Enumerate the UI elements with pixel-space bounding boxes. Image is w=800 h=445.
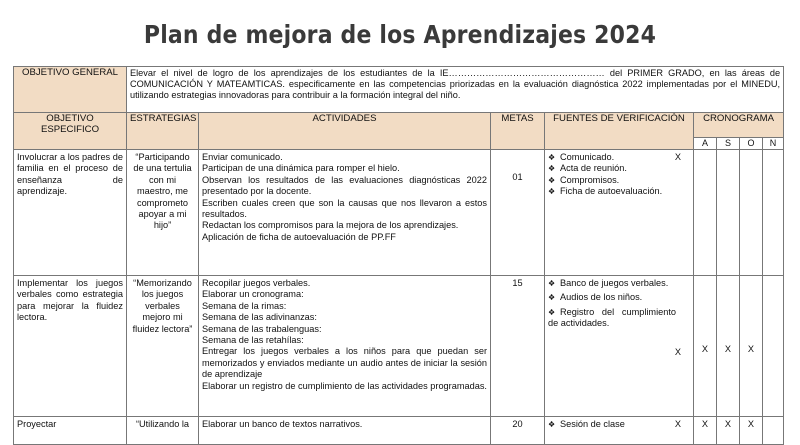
fuente-item: ❖ Acta de reunión. bbox=[548, 163, 627, 174]
header-metas: METAS bbox=[491, 113, 545, 150]
general-text: Elevar el nivel de logro de los aprendizajes de los estudiantes de la IE…………………………………………… del PRIMER GRADO, en las áreas de COMUNICACIÓN Y MATEAMTICAS. especificamente en las competencias priorizadas en la evaluación diagnóstica 2022 implementadas por el MINEDU, utilizando estrategias innovadoras para contribuir a la formación integral del niño. bbox=[127, 67, 784, 113]
header-cronograma: CRONOGRAMA bbox=[694, 113, 784, 138]
meta-cell: 20 bbox=[491, 417, 545, 445]
diamond-bullet-icon: ❖ bbox=[548, 164, 556, 174]
diamond-bullet-icon: ❖ bbox=[548, 187, 556, 197]
crono-inline-mark: X bbox=[674, 419, 681, 429]
header-estrategias: ESTRATEGIAS bbox=[127, 113, 199, 150]
plan-table bbox=[13, 66, 784, 445]
fuente-item: ❖ Comunicado. X bbox=[548, 152, 681, 162]
actividades-cell bbox=[199, 417, 491, 445]
fuente-item: ❖ Sesión de clase X bbox=[548, 419, 681, 429]
estrategia-cell: “Participando de una tertulia con mi maestro, me comprometo apoyar a mi hijo” bbox=[127, 150, 199, 276]
meta-cell: 15 bbox=[491, 276, 545, 417]
crono-cell bbox=[717, 150, 740, 276]
actividad-item: Entregar los juegos verbales a los niños para que puedan ser memorizados y enviados mediante un audio antes de iniciar la sesión de aprendizaje bbox=[202, 346, 487, 380]
crono-cell: X bbox=[694, 417, 717, 445]
actividad-item: Redactan los compromisos para la mejora de los aprendizajes. bbox=[202, 220, 459, 231]
crono-cell bbox=[763, 276, 784, 417]
actividades-cell bbox=[199, 150, 491, 276]
month-a: A bbox=[694, 138, 717, 150]
table-row bbox=[14, 150, 784, 276]
diamond-bullet-icon: ❖ bbox=[548, 153, 556, 162]
month-n: N bbox=[763, 138, 784, 150]
objetivo-cell: Implementar los juegos verbales como estrategia para mejorar la fluidez lectora. bbox=[14, 276, 127, 417]
crono-inline-mark: X bbox=[674, 152, 681, 162]
diamond-bullet-icon: ❖ bbox=[548, 293, 556, 303]
meta-cell: 01 bbox=[491, 150, 545, 276]
actividad-item: Semana de las adivinanzas: bbox=[202, 312, 317, 323]
fuente-item: ❖ Compromisos. bbox=[548, 174, 620, 185]
fuentes-cell bbox=[545, 417, 694, 445]
fuente-item: ❖ Ficha de autoevaluación. bbox=[548, 186, 663, 197]
actividad-item: Escriben cuales creen que son la causas que nos llevaron a estos resultados. bbox=[202, 197, 487, 220]
crono-cell bbox=[740, 150, 763, 276]
header-row bbox=[14, 113, 784, 138]
crono-cell: X bbox=[717, 417, 740, 445]
diamond-bullet-icon: ❖ bbox=[548, 279, 556, 288]
page-title: Plan de mejora de los Aprendizajes 2024 bbox=[143, 20, 657, 49]
actividad-item: Observan los resultados de las evaluaciones diagnósticas 2022 presentado por la docente. bbox=[202, 174, 487, 197]
header-actividades: ACTIVIDADES bbox=[199, 113, 491, 150]
fuentes-cell bbox=[545, 276, 694, 417]
diamond-bullet-icon: ❖ bbox=[548, 307, 556, 317]
actividad-item: Semana de las retahílas: bbox=[202, 335, 304, 346]
objetivo-cell: Proyectar bbox=[14, 417, 127, 445]
actividad-item: Elaborar un registro de cumplimiento de las actividades programadas. bbox=[202, 380, 487, 391]
actividad-item: Enviar comunicado. bbox=[202, 152, 283, 162]
crono-cell: X bbox=[740, 276, 763, 417]
actividad-item: Elaborar un banco de textos narrativos. bbox=[202, 419, 363, 429]
table-row bbox=[14, 417, 784, 445]
table-row bbox=[14, 276, 784, 417]
estrategia-cell: “Memorizando los juegos verbales mejoro mi fluidez lectora” bbox=[127, 276, 199, 417]
actividad-item: Semana de la rimas: bbox=[202, 300, 287, 311]
actividad-item: Aplicación de ficha de autoevaluación de PP.FF bbox=[202, 231, 396, 242]
estrategia-cell: “Utilizando la bbox=[127, 417, 199, 445]
actividad-item: Recopilar juegos verbales. bbox=[202, 278, 311, 288]
fuentes-cell bbox=[545, 150, 694, 276]
actividades-cell bbox=[199, 276, 491, 417]
objetivo-cell: Involucrar a los padres de familia en el proceso de enseñanza de aprendizaje. bbox=[14, 150, 127, 276]
month-o: O bbox=[740, 138, 763, 150]
actividad-item: Semana de las trabalenguas: bbox=[202, 323, 322, 334]
crono-inline-mark: X bbox=[674, 347, 681, 357]
fuente-item: ❖ Registro del cumplimiento de actividades. X bbox=[548, 306, 681, 357]
header-fuentes: FUENTES DE VERIFICACIÓN bbox=[545, 113, 694, 150]
crono-cell bbox=[694, 150, 717, 276]
general-label: OBJETIVO GENERAL bbox=[14, 67, 127, 113]
fuente-item: ❖ Banco de juegos verbales. bbox=[548, 278, 669, 288]
actividad-item: Participan de una dinámica para romper el hielo. bbox=[202, 163, 400, 174]
crono-cell bbox=[763, 417, 784, 445]
crono-cell: X bbox=[740, 417, 763, 445]
month-s: S bbox=[717, 138, 740, 150]
header-objetivo: OBJETIVO ESPECIFICO bbox=[14, 113, 127, 150]
actividad-item: Elaborar un cronograma: bbox=[202, 289, 304, 300]
crono-cell: X bbox=[717, 276, 740, 417]
fuente-item: ❖ Audios de los niños. bbox=[548, 292, 643, 303]
general-row bbox=[14, 67, 784, 113]
crono-cell bbox=[763, 150, 784, 276]
crono-cell: X bbox=[694, 276, 717, 417]
diamond-bullet-icon: ❖ bbox=[548, 420, 556, 429]
diamond-bullet-icon: ❖ bbox=[548, 175, 556, 185]
